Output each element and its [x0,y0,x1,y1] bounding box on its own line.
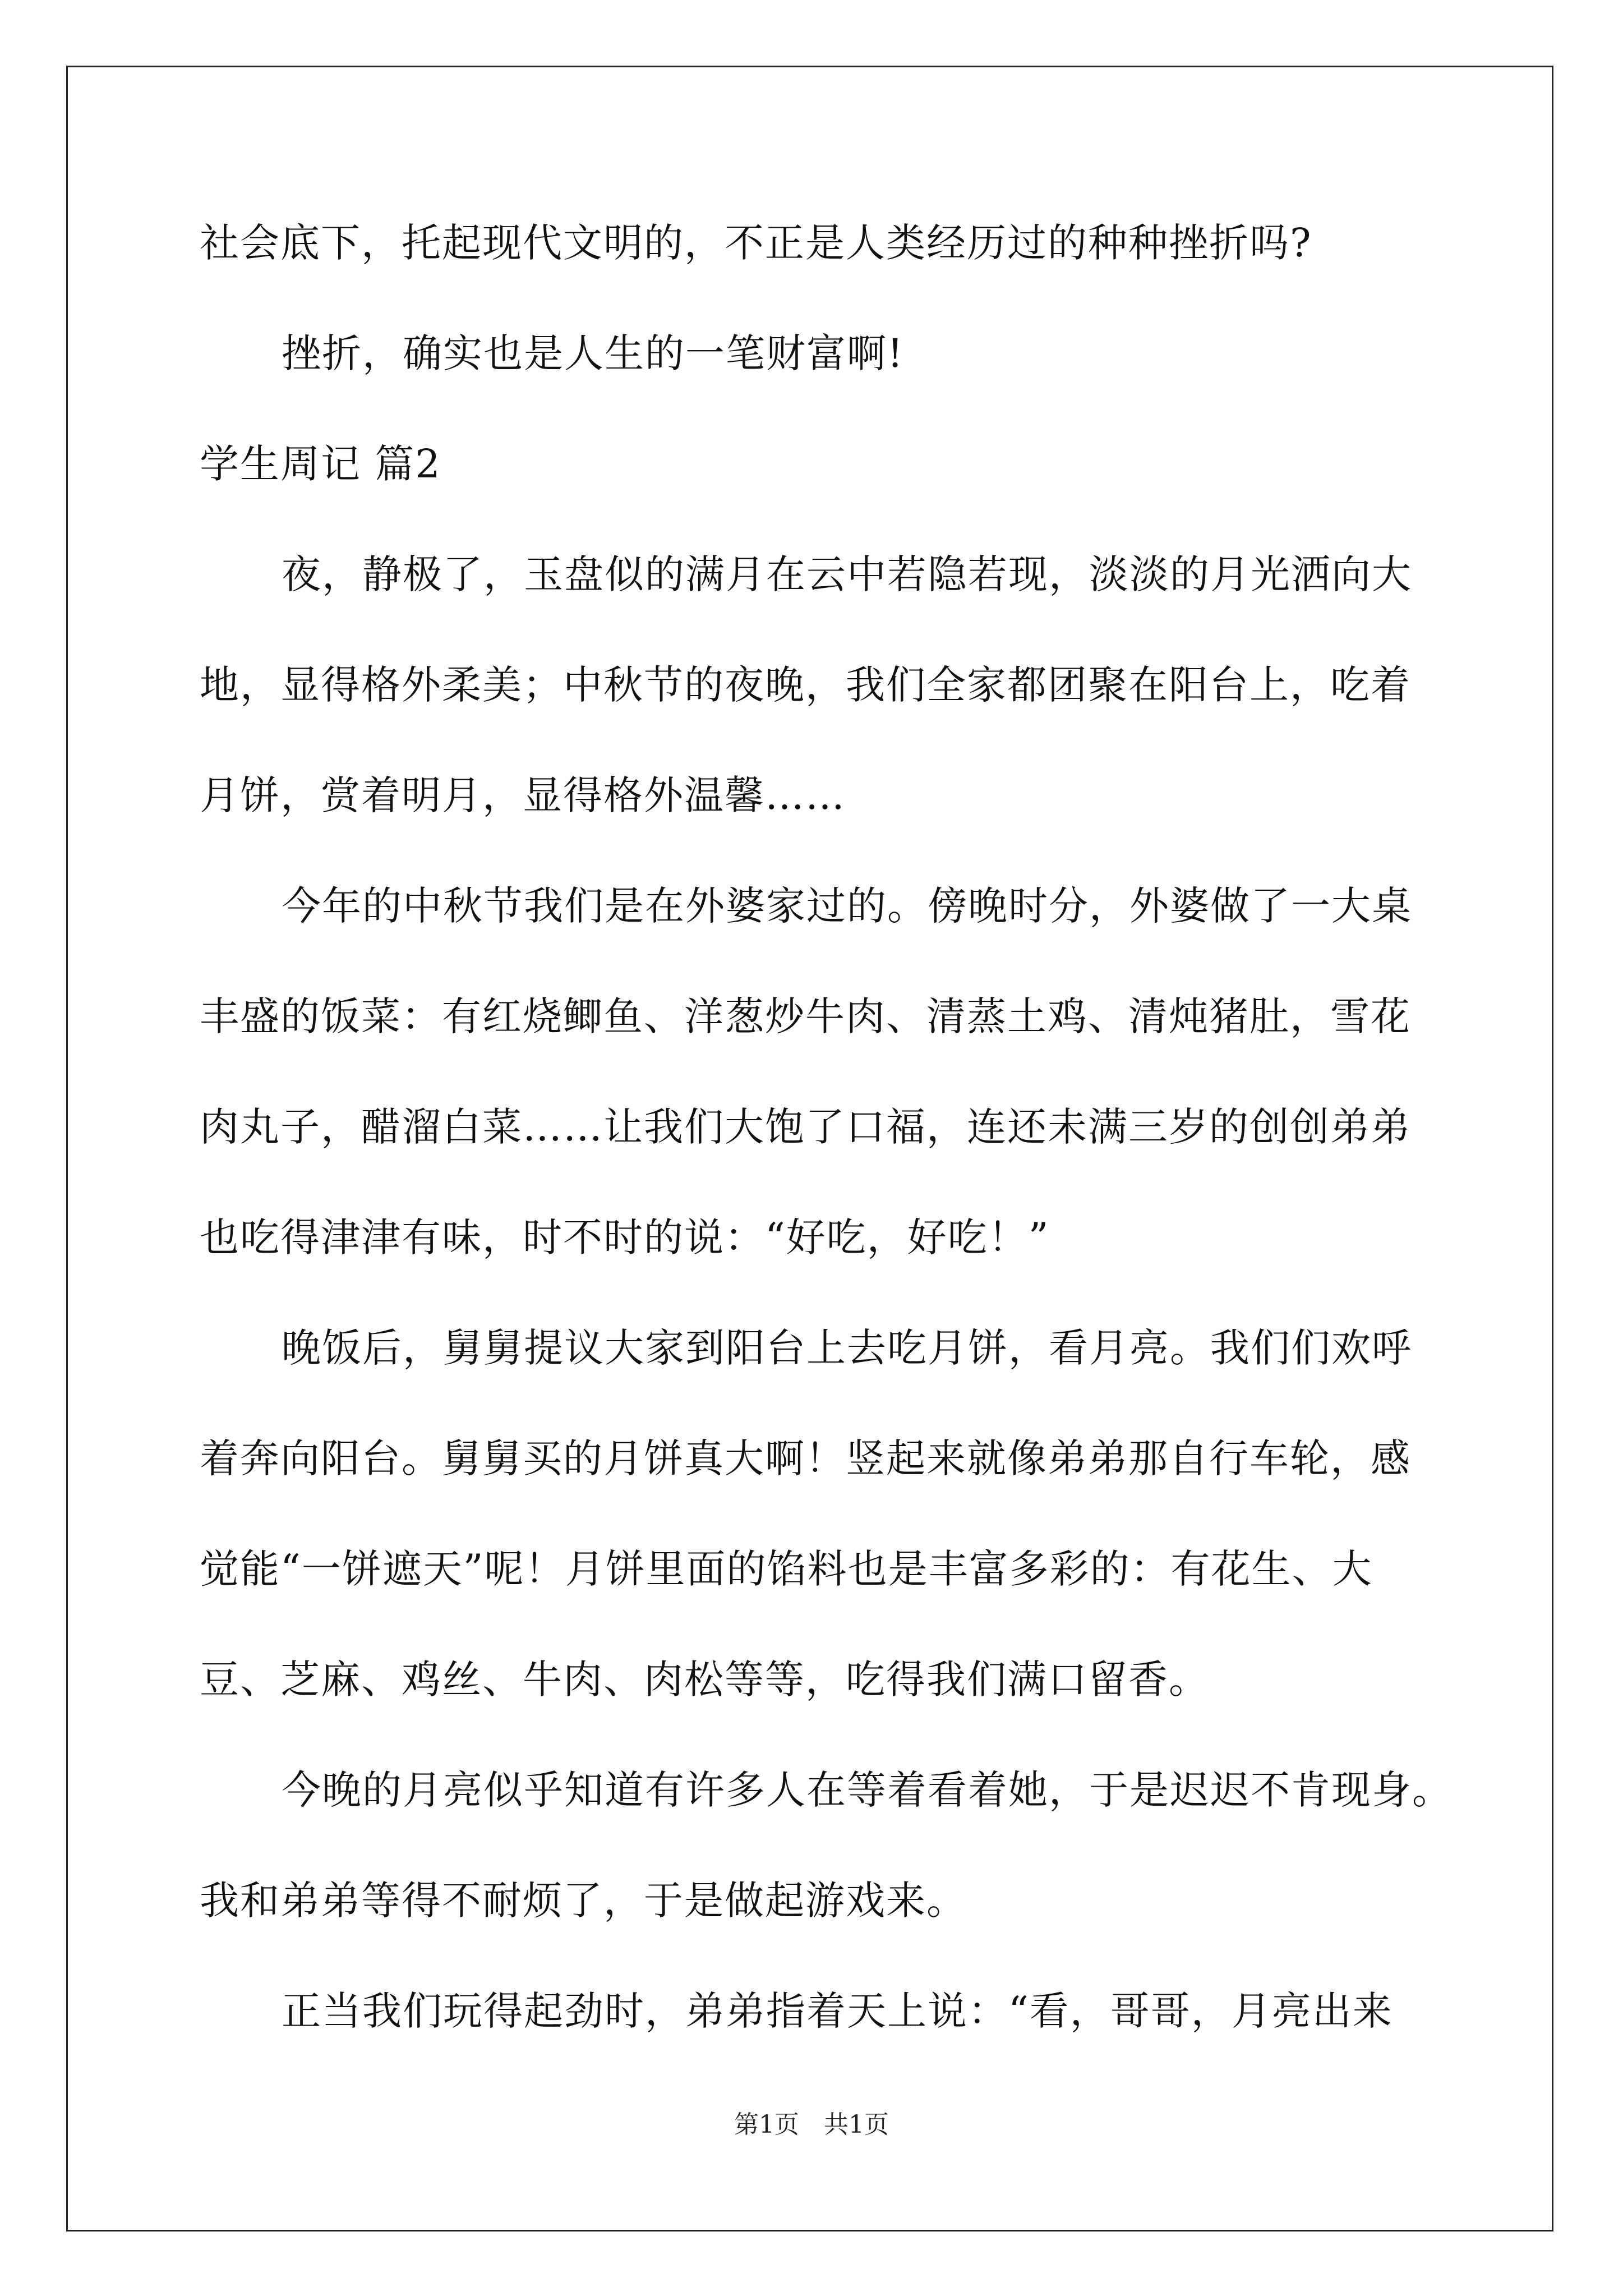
text-line: 我和弟弟等得不耐烦了，于是做起游戏来。 [200,1878,967,1924]
text-line: 月饼，赏着明月，显得格外温馨…… [200,772,846,818]
text-line: 社会底下，托起现代文明的，不正是人类经历过的种种挫折吗? [200,220,1312,266]
text-line: 地，显得格外柔美；中秋节的夜晚，我们全家都团聚在阳台上，吃着 [200,662,1411,708]
text-line: 今晚的月亮似乎知道有许多人在等着看着她，于是迟迟不肯现身。 [282,1767,1453,1813]
section-heading: 学生周记 篇2 [200,441,441,487]
text-line: 正当我们玩得起劲时，弟弟指着天上说：“看，哥哥，月亮出来 [282,1988,1393,2034]
text-line: 着奔向阳台。舅舅买的月饼真大啊！竖起来就像弟弟那自行车轮，感 [200,1435,1411,1481]
text-line: 也吃得津津有味，时不时的说：“好吃，好吃！” [200,1214,1050,1260]
text-line: 夜，静极了，玉盘似的满月在云中若隐若现，淡淡的月光洒向大 [282,551,1412,597]
text-line: 今年的中秋节我们是在外婆家过的。傍晚时分，外婆做了一大桌 [282,883,1412,929]
text-line: 觉能“一饼遮天”呢！月饼里面的馅料也是丰富多彩的：有花生、大 [200,1546,1373,1592]
text-line: 挫折，确实也是人生的一笔财富啊! [282,330,905,376]
page-number: 第1页 共1页 [734,2110,889,2139]
text-line: 肉丸子，醋溜白菜……让我们大饱了口福，连还未满三岁的创创弟弟 [200,1104,1411,1150]
text-line: 豆、芝麻、鸡丝、牛肉、肉松等等，吃得我们满口留香。 [200,1657,1209,1703]
text-line: 晚饭后，舅舅提议大家到阳台上去吃月饼，看月亮。我们们欢呼 [282,1325,1412,1371]
text-line: 丰盛的饭菜：有红烧鲫鱼、洋葱炒牛肉、清蒸土鸡、清炖猪肚，雪花 [200,993,1411,1039]
